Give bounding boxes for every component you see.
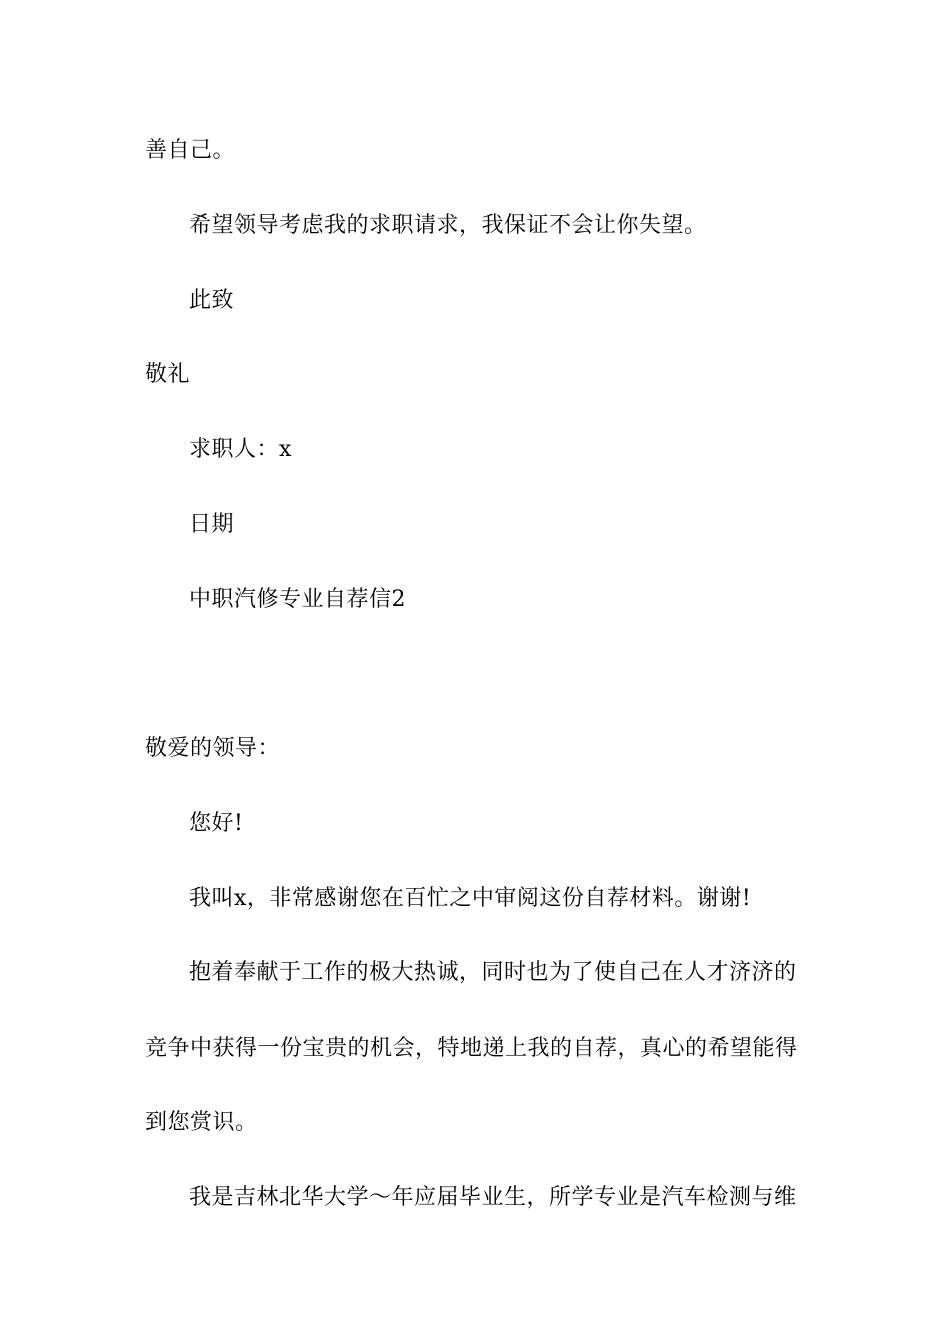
greeting: 您好! (189, 811, 244, 836)
closing-cizhi: 此致 (189, 288, 235, 313)
paragraph-motivation-line-1: 抱着奉献于工作的极大热诚，同时也为了使自己在人才济济的 (189, 960, 797, 985)
paragraph-line-continuation: 善自己。 (145, 138, 236, 163)
paragraph-intro: 我叫x，非常感谢您在百忙之中审阅这份自荐材料。谢谢! (189, 886, 752, 911)
paragraph-background: 我是吉林北华大学～年应届毕业生，所学专业是汽车检测与维 (189, 1185, 797, 1210)
paragraph-motivation-line-2: 竞争中获得一份宝贵的机会，特地递上我的自荐，真心的希望能得 (145, 1036, 798, 1061)
signature-date: 日期 (189, 512, 235, 537)
closing-jingli: 敬礼 (145, 362, 191, 387)
salutation: 敬爱的领导： (145, 736, 281, 761)
paragraph-motivation-line-3: 到您赏识。 (145, 1110, 258, 1135)
paragraph-request: 希望领导考虑我的求职请求，我保证不会让你失望。 (189, 213, 707, 238)
signature-applicant: 求职人：x (189, 437, 292, 462)
letter-heading: 中职汽修专业自荐信2 (189, 587, 406, 612)
